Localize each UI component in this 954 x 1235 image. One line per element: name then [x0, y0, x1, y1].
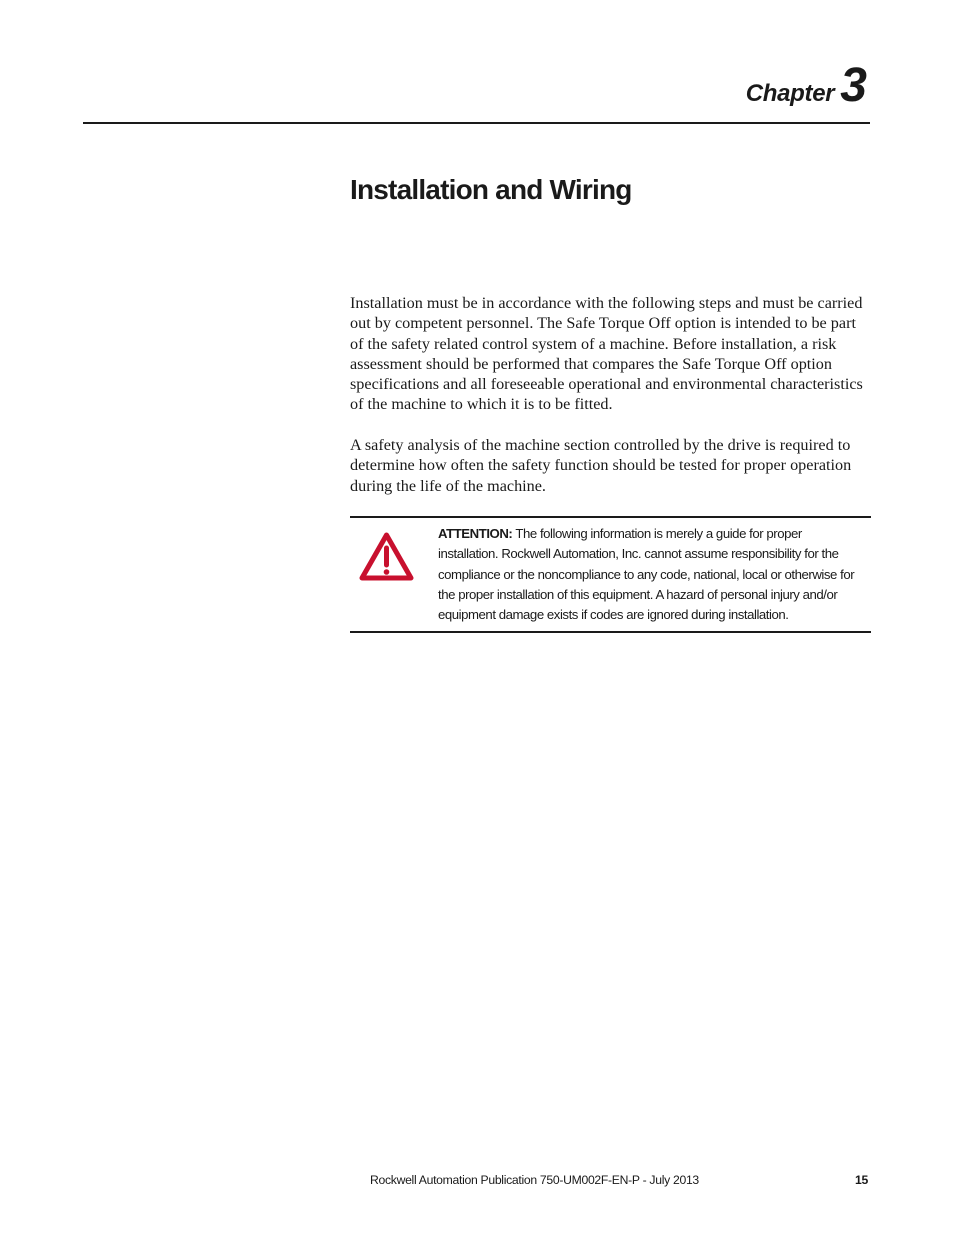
- chapter-number: 3: [840, 59, 867, 112]
- publication-info: Rockwell Automation Publication 750-UM002F-EN-P - July 2013: [370, 1173, 699, 1187]
- warning-triangle-icon: [359, 532, 414, 582]
- chapter-heading: [745, 59, 867, 112]
- page-title: Installation and Wiring: [350, 174, 632, 205]
- safety-analysis-paragraph: A safety analysis of the machine section controlled by the drive is required to determine how often the safety function should be tested for proper operation during the life of the machine.: [350, 436, 852, 495]
- attention-text: [438, 524, 863, 625]
- attention-notice: [350, 516, 871, 633]
- page-footer: [0, 1173, 954, 1193]
- attention-body: The following information is merely a guide for proper installation. Rockwell Automation, Inc. cannot assume responsibility for the compliance or the noncompliance to any code, national, local or otherwise for the proper installation of this equipment. A hazard of personal injury and/or equipment damage exists if codes are ignored during installation.: [438, 526, 855, 623]
- chapter-label: Chapter: [745, 80, 835, 107]
- attention-label: ATTENTION:: [438, 526, 513, 541]
- chapter-divider: [83, 122, 870, 124]
- page-number: 15: [855, 1173, 868, 1187]
- intro-paragraph: Installation must be in accordance with the following steps and must be carried out by competent personnel. The Safe Torque Off option is intended to be part of the safety related control system of a machine. Before installation, a risk assessment should be performed that compares the Safe Torque Off option specifications and all foreseeable operational and environmental characteristics of the machine to which it is to be fitted.: [350, 294, 863, 414]
